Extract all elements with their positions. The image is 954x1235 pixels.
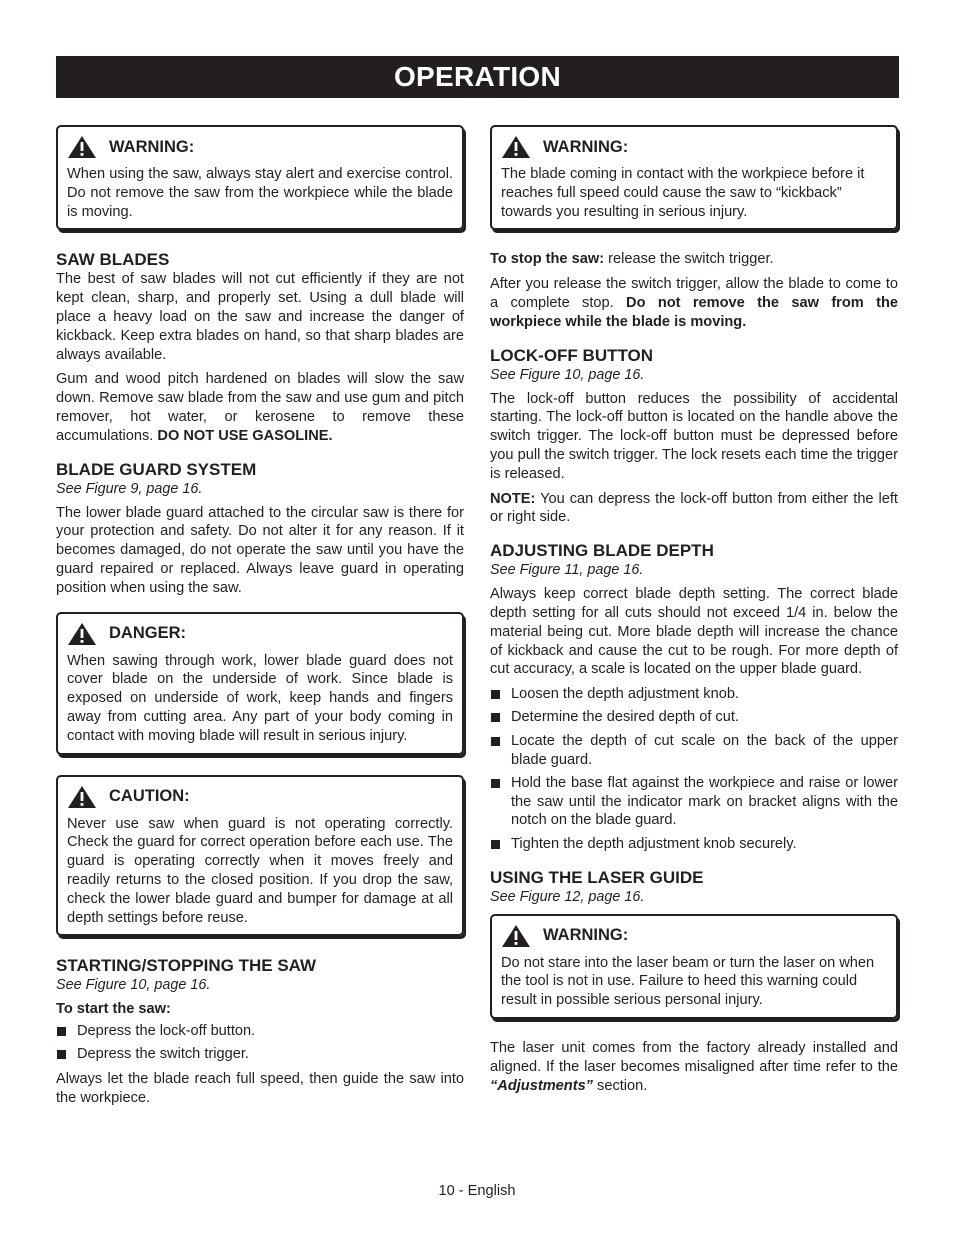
- saw-blades-paragraph-1: The best of saw blades will not cut efficiently if they are not kept clean, sharp, and properly set. Using a dull blade will place a heavy load on the saw and increase the danger of kickback. Keep extra blades on hand, so that sharp blades are always available.: [56, 271, 464, 363]
- figure-reference: See Figure 12, page 16.: [490, 888, 645, 905]
- stop-saw-instruction: To stop the saw: release the switch trigger.: [490, 251, 774, 268]
- warning-text: When using the saw, always stay alert and exercise control. Do not remove the saw from the workpiece while the blade is moving.: [67, 166, 453, 220]
- starting-paragraph: Always let the blade reach full speed, then guide the saw into the workpiece.: [56, 1071, 464, 1106]
- section-heading-saw-blades: SAW BLADES: [56, 250, 170, 270]
- warning-triangle-icon: [67, 622, 97, 646]
- list-item: Locate the depth of cut scale on the back of the upper blade guard.: [490, 732, 898, 770]
- figure-reference: See Figure 9, page 16.: [56, 480, 203, 497]
- figure-reference: See Figure 10, page 16.: [490, 366, 645, 383]
- page-title: OPERATION: [56, 56, 899, 98]
- page-number: 10 - English: [438, 1183, 516, 1199]
- section-heading-starting-stopping: STARTING/STOPPING THE SAW: [56, 956, 317, 976]
- caution-box: [56, 775, 464, 937]
- warning-text: Do not stare into the laser beam or turn the laser on when the tool is not in use. Failure to heed this warning could result in possible serious personal injury.: [501, 954, 875, 1009]
- warning-box-kickback: [490, 125, 898, 230]
- warning-title: WARNING:: [543, 137, 629, 156]
- figure-reference: See Figure 11, page 16.: [490, 562, 644, 579]
- stop-saw-paragraph: After you release the switch trigger, allow the blade to come to a complete stop. Do not remove the saw from the workpiece while the blade is moving.: [490, 276, 898, 330]
- warning-triangle-icon: [67, 135, 97, 159]
- lock-off-paragraph: The lock-off button reduces the possibility of accidental starting. The lock-off button is located on the handle above the switch trigger. The lock-off button must be depressed before you pull the switch trigger. The lock resets each time the trigger is released.: [490, 390, 898, 482]
- warning-box-general: [56, 125, 464, 230]
- figure-reference: See Figure 10, page 16.: [56, 977, 211, 994]
- depth-steps-list: [490, 685, 898, 853]
- section-heading-laser-guide: USING THE LASER GUIDE: [490, 867, 704, 887]
- gasoline-warning: DO NOT USE GASOLINE.: [157, 427, 333, 444]
- section-heading-lock-off: LOCK-OFF BUTTON: [490, 345, 654, 365]
- list-item: Depress the switch trigger.: [56, 1045, 464, 1064]
- list-item: Depress the lock-off button.: [56, 1022, 464, 1041]
- warning-title: WARNING:: [543, 926, 629, 945]
- warning-triangle-icon: [501, 924, 531, 948]
- saw-blades-paragraph-2: Gum and wood pitch hardened on blades will slow the saw down. Remove saw blade from the saw and use gum and pitch remover, hot water, or kerosene to remove these accumulations. DO NOT USE GASOLINE.: [56, 371, 464, 444]
- list-item: Hold the base flat against the workpiece and raise or lower the saw until the indicator mark on bracket aligns with the notch on the blade guard.: [490, 774, 898, 830]
- list-item: Determine the desired depth of cut.: [490, 708, 898, 727]
- section-heading-blade-guard: BLADE GUARD SYSTEM: [56, 459, 257, 479]
- warning-text: The blade coming in contact with the workpiece before it reaches full speed could cause the saw to “kickback” towards you resulting in serious injury.: [501, 166, 865, 220]
- list-item: Tighten the depth adjustment knob securely.: [490, 835, 898, 854]
- laser-paragraph: The laser unit comes from the factory already installed and aligned. If the laser becomes misaligned after time refer to the “Adjustments” section.: [490, 1039, 898, 1094]
- danger-title: DANGER:: [109, 624, 186, 643]
- warning-triangle-icon: [67, 785, 97, 809]
- list-item: Loosen the depth adjustment knob.: [490, 685, 898, 704]
- start-steps-list: [56, 1022, 464, 1064]
- warning-title: WARNING:: [109, 137, 195, 156]
- danger-box: [56, 612, 464, 755]
- right-column: [490, 125, 898, 1101]
- adjustments-reference: “Adjustments”: [490, 1077, 593, 1094]
- warning-triangle-icon: [501, 135, 531, 159]
- start-saw-label: To start the saw:: [56, 1001, 171, 1018]
- lock-off-note: NOTE: You can depress the lock-off button from either the left or right side.: [490, 490, 898, 526]
- blade-depth-paragraph: Always keep correct blade depth setting. The correct blade depth setting for all cuts should not exceed 1/4 in. below the material being cut. More blade depth will increase the chance of kickback and cause the cut to be rough. For more depth of cut accuracy, a scale is located on the upper blade guard.: [490, 586, 898, 678]
- danger-text: When sawing through work, lower blade guard does not cover blade on the underside of work. Since blade is exposed on underside of work, keep hands and fingers away from cutting area. Any part of your body coming in contact with moving blade will result in serious injury.: [67, 652, 453, 744]
- caution-text: Never use saw when guard is not operating correctly. Check the guard for correct operation before each use. The guard is operating correctly when it moves freely and readily returns to the closed position. If you drop the saw, check the lower blade guard and bumper for damage at all depth settings before reuse.: [67, 815, 453, 926]
- caution-title: CAUTION:: [109, 787, 190, 806]
- section-heading-blade-depth: ADJUSTING BLADE DEPTH: [490, 541, 714, 561]
- warning-box-laser: [490, 914, 898, 1019]
- blade-guard-paragraph: The lower blade guard attached to the circular saw is there for your protection and safety. Do not alter it for any reason. If it becomes damaged, do not operate the saw until you have the guard repaired or replaced. Always leave guard in operating position when using the saw.: [56, 504, 464, 596]
- left-column: [56, 125, 464, 1114]
